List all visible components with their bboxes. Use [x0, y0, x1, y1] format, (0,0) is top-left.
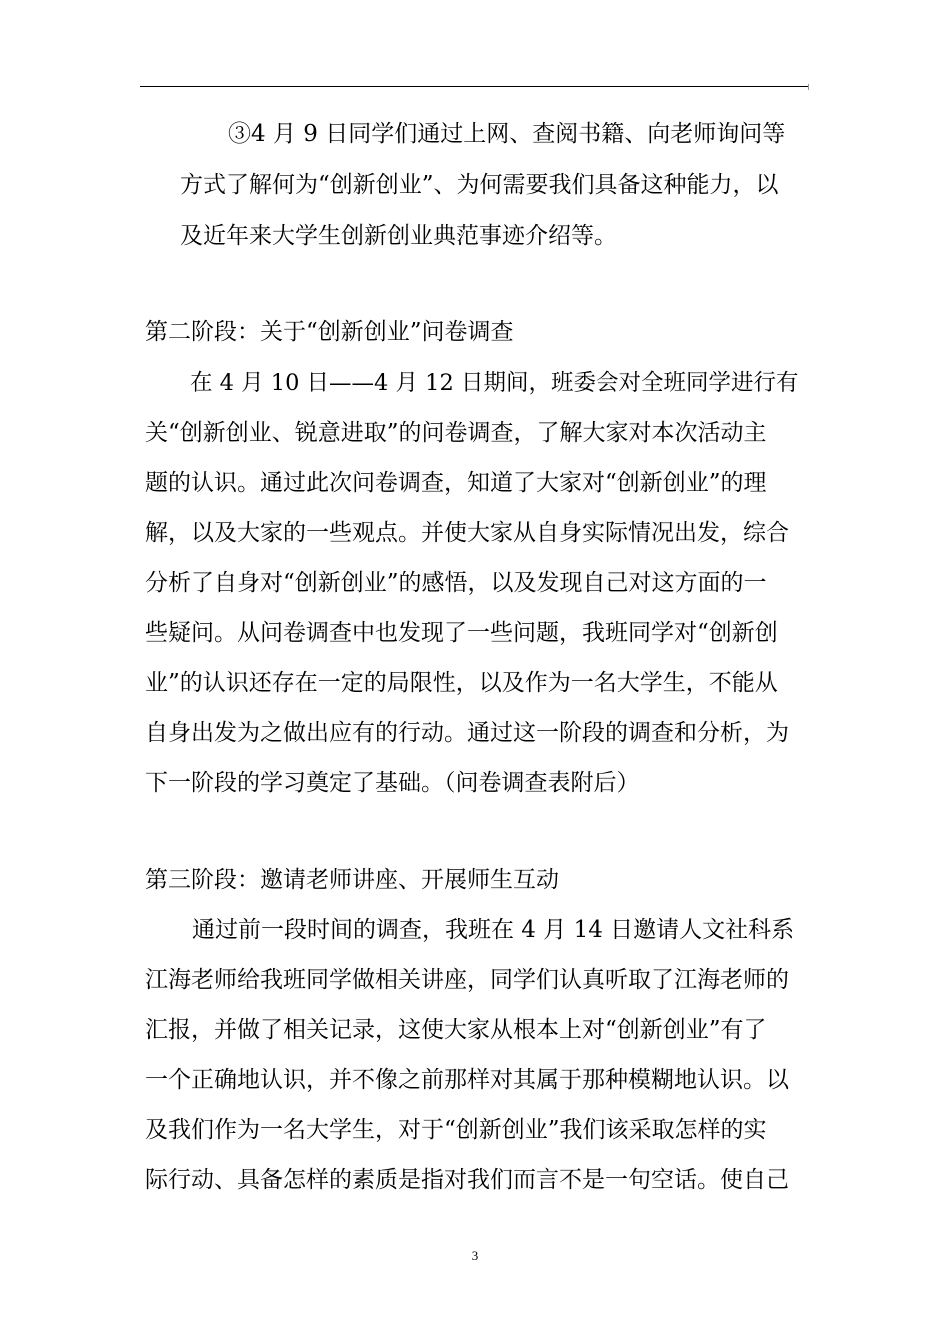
- paragraph-line: 汇报，并做了相关记录，这使大家从根本上对“创新创业”有了: [145, 1017, 767, 1043]
- paragraph-line: 方式了解何为“创新创业”、为何需要我们具备这种能力，以: [180, 172, 779, 198]
- page-number: 3: [471, 1248, 479, 1263]
- paragraph-line: 关“创新创业、锐意进取”的问卷调查，了解大家对本次活动主: [145, 420, 767, 446]
- section-heading-stage-2: 第二阶段：关于“创新创业”问卷调查: [145, 319, 514, 345]
- section-heading-stage-3: 第三阶段：邀请老师讲座、开展师生互动: [145, 867, 559, 893]
- paragraph-line: 自身出发为之做出应有的行动。通过这一阶段的调查和分析，为: [145, 720, 789, 746]
- header-rule: [140, 86, 808, 87]
- paragraph-line: 分析了自身对“创新创业”的感悟，以及发现自己对这方面的一: [145, 570, 767, 596]
- paragraph-line: 江海老师给我班同学做相关讲座，同学们认真听取了江海老师的: [145, 967, 789, 993]
- paragraph-line: 业”的认识还存在一定的局限性，以及作为一名大学生，不能从: [145, 670, 778, 696]
- paragraph-line: 一个正确地认识，并不像之前那样对其属于那种模糊地认识。以: [145, 1067, 789, 1093]
- paragraph-line: 及我们作为一名大学生，对于“创新创业”我们该采取怎样的实: [145, 1117, 767, 1143]
- paragraph-line: 际行动、具备怎样的素质是指对我们而言不是一句空话。使自己: [145, 1167, 789, 1193]
- paragraph-line: 在 4 月 10 日——4 月 12 日期间，班委会对全班同学进行有: [190, 370, 799, 396]
- paragraph-line: 题的认识。通过此次问卷调查，知道了大家对“创新创业”的理: [145, 470, 767, 496]
- paragraph-line: 些疑问。从问卷调查中也发现了一些问题，我班同学对“创新创: [145, 620, 778, 646]
- header-margin-mark: [808, 84, 809, 90]
- paragraph-line: ③4 月 9 日同学们通过上网、查阅书籍、向老师询问等: [228, 121, 786, 147]
- paragraph-line: 及近年来大学生创新创业典范事迹介绍等。: [180, 223, 617, 249]
- paragraph-line: 通过前一段时间的调查，我班在 4 月 14 日邀请人文社科系: [192, 917, 795, 943]
- paragraph-line: 下一阶段的学习奠定了基础。（问卷调查表附后）: [145, 770, 640, 796]
- paragraph-line: 解，以及大家的一些观点。并使大家从自身实际情况出发，综合: [145, 520, 789, 546]
